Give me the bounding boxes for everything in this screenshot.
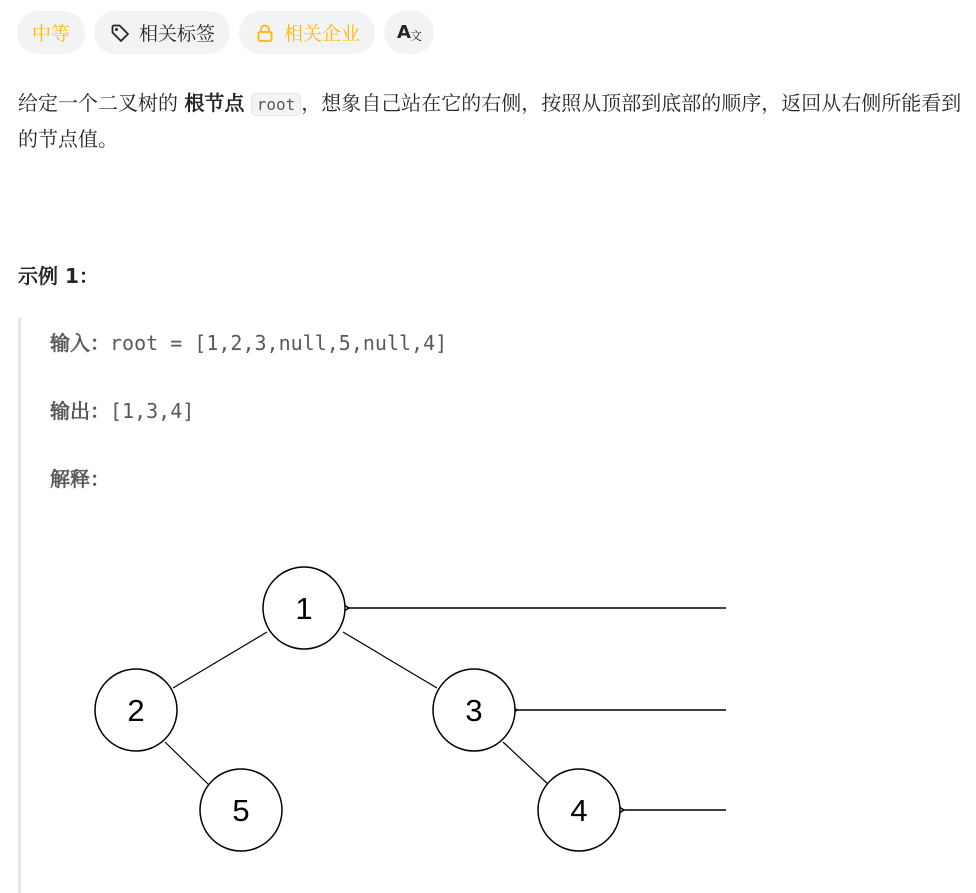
edge-1-2 (173, 632, 267, 688)
node-label-5: 5 (232, 793, 250, 828)
output-value: [1,3,4] (110, 399, 195, 423)
problem-description (18, 86, 968, 157)
explain-label: 解释： (50, 467, 110, 491)
description-text-2: ，想象自己站在它的右侧，按照从顶部到底部的顺序，返回从右侧所能看到的节点值。 (18, 91, 962, 151)
tree-nodes (95, 567, 620, 851)
binary-tree-diagram (21, 318, 971, 893)
node-label-3: 3 (465, 693, 483, 728)
companies-tag-label: 相关企业 (284, 23, 361, 45)
edge-3-4 (503, 742, 550, 786)
edge-1-3 (343, 632, 437, 688)
tree-node-4 (538, 769, 620, 851)
tag-icon (109, 22, 131, 44)
example-title: 示例 1： (18, 264, 99, 288)
node-label-1: 1 (295, 591, 313, 626)
lock-icon (254, 22, 276, 44)
description-code: root (251, 93, 302, 116)
input-label: 输入： (50, 331, 110, 355)
topics-tag-label: 相关标签 (139, 23, 216, 45)
tree-node-2 (95, 669, 177, 751)
translate-icon: $A_文$ (397, 21, 421, 43)
node-label-4: 4 (570, 793, 588, 828)
tree-node-1 (263, 567, 345, 649)
description-text-1: 给定一个二叉树的 (18, 91, 185, 115)
tag-bar (17, 11, 434, 54)
tree-node-5 (200, 769, 282, 851)
tree-node-3 (433, 669, 515, 751)
right-view-arrows (349, 608, 726, 810)
input-value: root = [1,2,3,null,5,null,4] (110, 331, 448, 355)
example-block (18, 318, 971, 893)
edge-2-5 (165, 742, 210, 786)
output-label: 输出： (50, 399, 110, 423)
topics-tag-button[interactable] (94, 11, 230, 54)
translate-button[interactable] (384, 11, 434, 54)
companies-tag-button[interactable] (239, 11, 375, 54)
difficulty-label: 中等 (32, 23, 71, 45)
difficulty-badge[interactable] (17, 11, 85, 54)
description-bold: 根节点 (184, 91, 245, 115)
node-label-2: 2 (127, 693, 145, 728)
